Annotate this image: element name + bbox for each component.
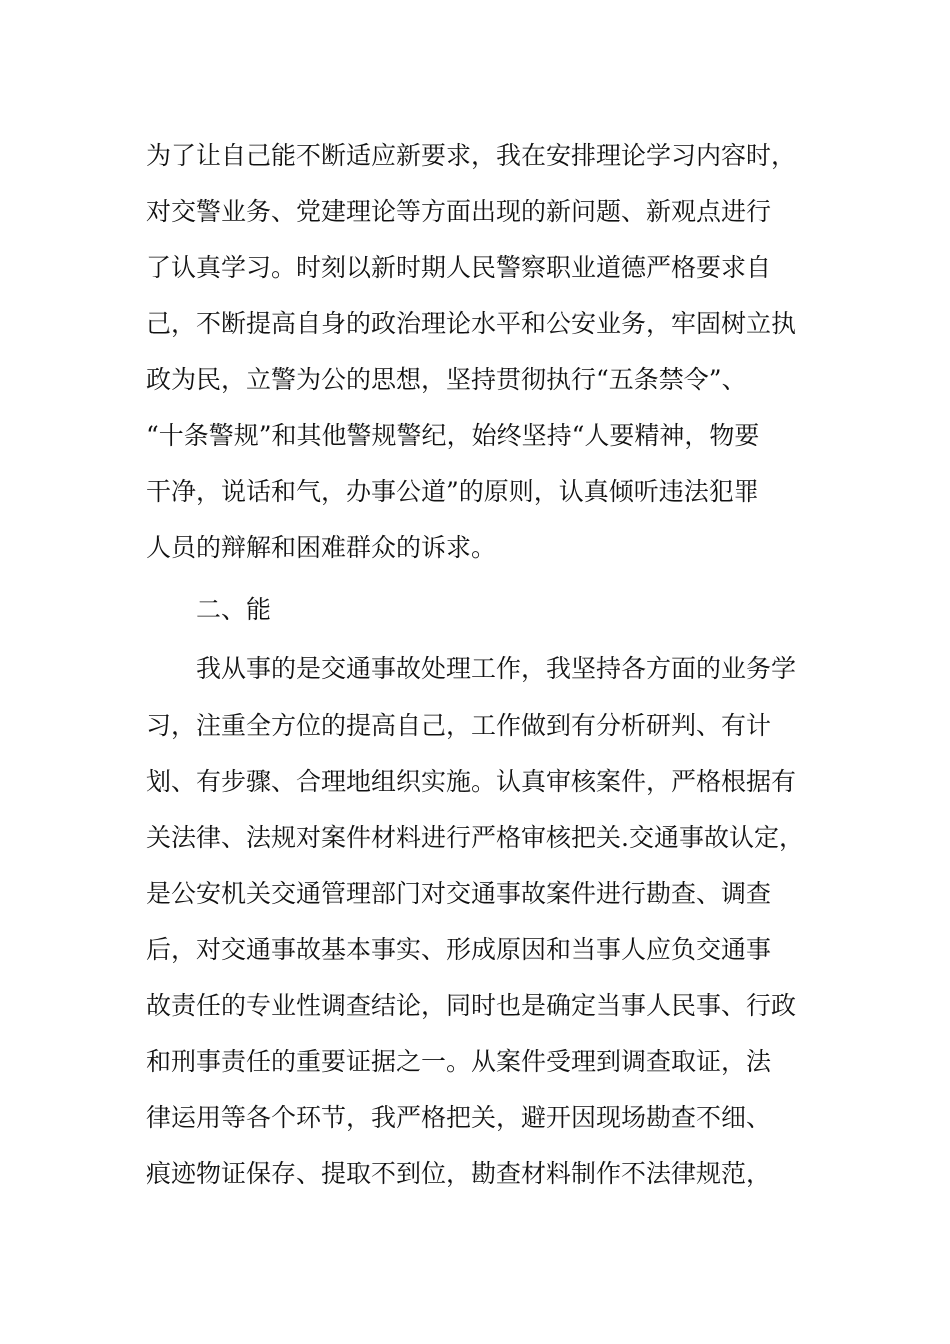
paragraph-line: 划、有步骤、合理地组织实施。认真审核案件，严格根据有: [146, 767, 797, 796]
paragraph-line: 对交警业务、党建理论等方面出现的新问题、新观点进行: [146, 197, 772, 226]
paragraph-line: 关法律、法规对案件材料进行严格审核把关.交通事故认定，: [146, 823, 804, 852]
paragraph-line: 律运用等各个环节，我严格把关，避开因现场勘查不细、: [146, 1103, 772, 1132]
section-heading: 二、能: [196, 595, 272, 624]
paragraph-line: 和刑事责任的重要证据之一。从案件受理到调查取证，法: [146, 1047, 772, 1076]
paragraph-line: 己，不断提高自身的政治理论水平和公安业务，牢固树立执: [146, 309, 797, 338]
paragraph-line: 政为民，立警为公的思想，坚持贯彻执行“五条禁令”、: [146, 365, 747, 394]
paragraph-line: 了认真学习。时刻以新时期人民警察职业道德严格要求自: [146, 253, 772, 282]
paragraph-line: 是公安机关交通管理部门对交通事故案件进行勘查、调查: [146, 879, 772, 908]
paragraph-line: 痕迹物证保存、提取不到位，勘查材料制作不法律规范，: [146, 1159, 772, 1188]
paragraph-line: 我从事的是交通事故处理工作，我坚持各方面的业务学: [196, 654, 797, 683]
paragraph-line: 为了让自己能不断适应新要求，我在安排理论学习内容时，: [146, 141, 797, 170]
paragraph-line: 习，注重全方位的提高自己，工作做到有分析研判、有计: [146, 711, 772, 740]
paragraph-line: 人员的辩解和困难群众的诉求。: [146, 533, 497, 562]
paragraph-line: 故责任的专业性调查结论，同时也是确定当事人民事、行政: [146, 991, 797, 1020]
paragraph-line: 后，对交通事故基本事实、形成原因和当事人应负交通事: [146, 935, 772, 964]
paragraph-line: 干净，说话和气，办事公道”的原则，认真倾听违法犯罪: [146, 477, 759, 506]
paragraph-line: “十条警规”和其他警规警纪，始终坚持“人要精神，物要: [146, 421, 760, 450]
